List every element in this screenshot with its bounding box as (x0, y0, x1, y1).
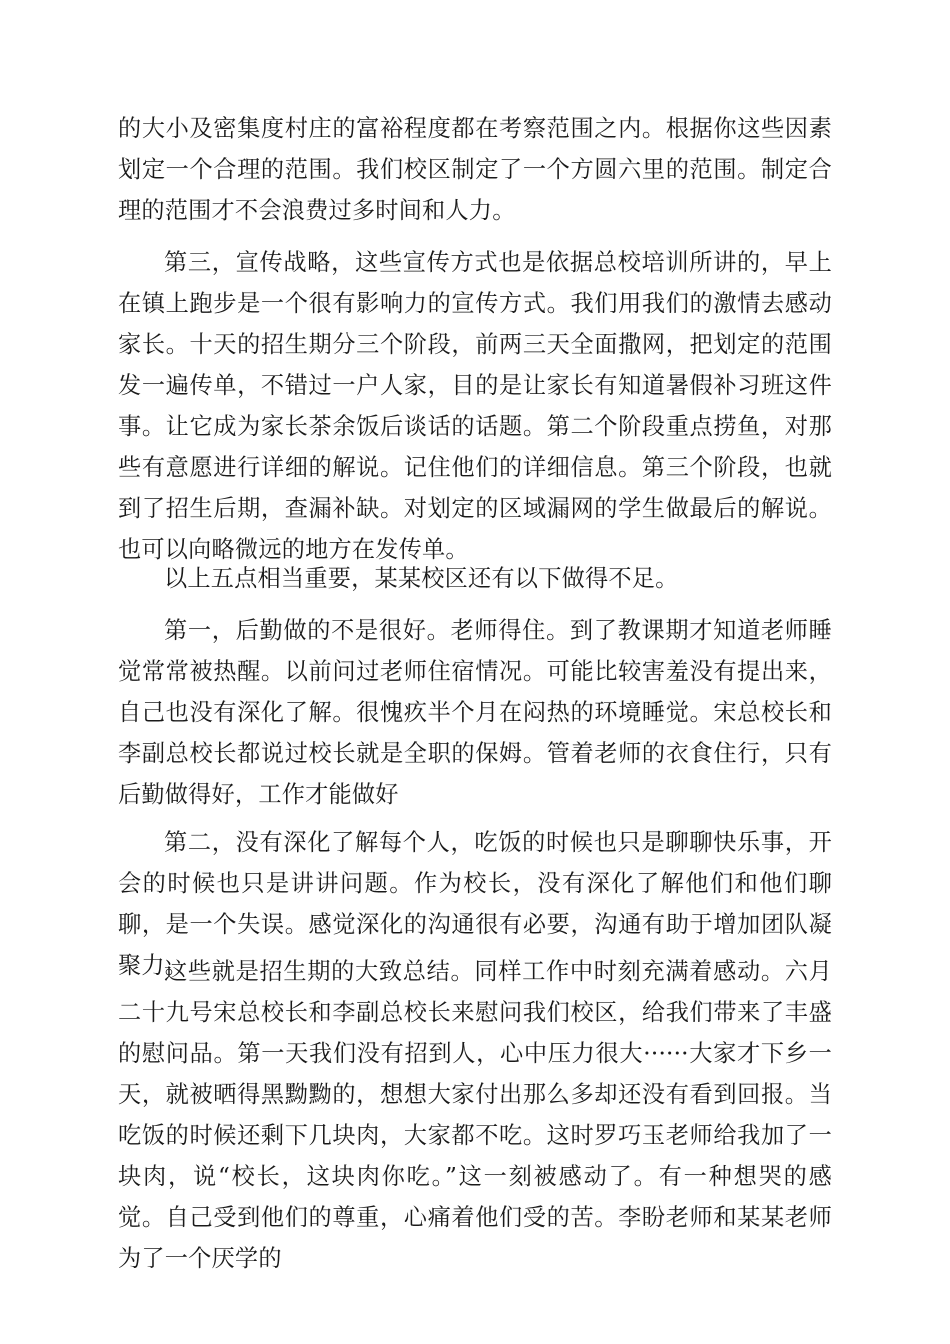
paragraph-publicity-strategy: 第三，宣传战略，这些宣传方式也是依据总校培训所讲的，早上在镇上跑步是一个很有影响力的宣传方式。我们用我们的激情去感动家长。十天的招生期分三个阶段，前两三天全面撒网，把划定的范围发一遍传单，不错过一户人家，目的是让家长有知道暑假补习班这件事。让它成为家长茶余饭后谈话的话题。第二个阶段重点捞鱼，对那些有意愿进行详细的解说。记住他们的详细信息。第三个阶段，也就到了招生后期，查漏补缺。对划定的区域漏网的学生做最后的解说。也可以向略微远的地方在发传单。 (118, 249, 832, 563)
paragraph-communication: 第二，没有深化了解每个人，吃饭的时候也只是聊聊快乐事，开会的时候也只是讲讲问题。作为校长，没有深化了解他们和他们聊聊，是一个失误。感觉深化的沟通很有必要，沟通有助于增加团队凝聚力。 (118, 829, 832, 979)
paragraph-shortcomings-intro: 以上五点相当重要，某某校区还有以下做得不足。 (164, 565, 679, 592)
paragraph-logistics: 第一，后勤做的不是很好。老师得住。到了教课期才知道老师睡觉常常被热醒。以前问过老师住宿情况。可能比较害羞没有提出来，自己也没有深化了解。很愧疚半个月在闷热的环境睡觉。宋总校长和李副总校长都说过校长就是全职的保姆。管着老师的衣食住行，只有后勤做得好，工作才能做好 (118, 617, 832, 808)
paragraph-summary: 这些就是招生期的大致总结。同样工作中时刻充满着感动。六月二十九号宋总校长和李副总校长来慰问我们校区，给我们带来了丰盛的慰问品。第一天我们没有招到人，心中压力很大······大家才下乡一天，就被晒得黑黝黝的，想想大家付出那么多却还没有看到回报。当吃饭的时候还剩下几块肉，大家都不吃。这时罗巧玉老师给我加了一块肉，说“校长，这块肉你吃。”这一刻被感动了。有一种想哭的感觉。自己受到他们的尊重，心痛着他们受的苦。李盼老师和某某老师为了一个厌学的 (118, 958, 832, 1272)
paragraph-continuation: 的大小及密集度村庄的富裕程度都在考察范围之内。根据你这些因素划定一个合理的范围。我们校区制定了一个方圆六里的范围。制定合理的范围才不会浪费过多时间和人力。 (118, 115, 832, 224)
